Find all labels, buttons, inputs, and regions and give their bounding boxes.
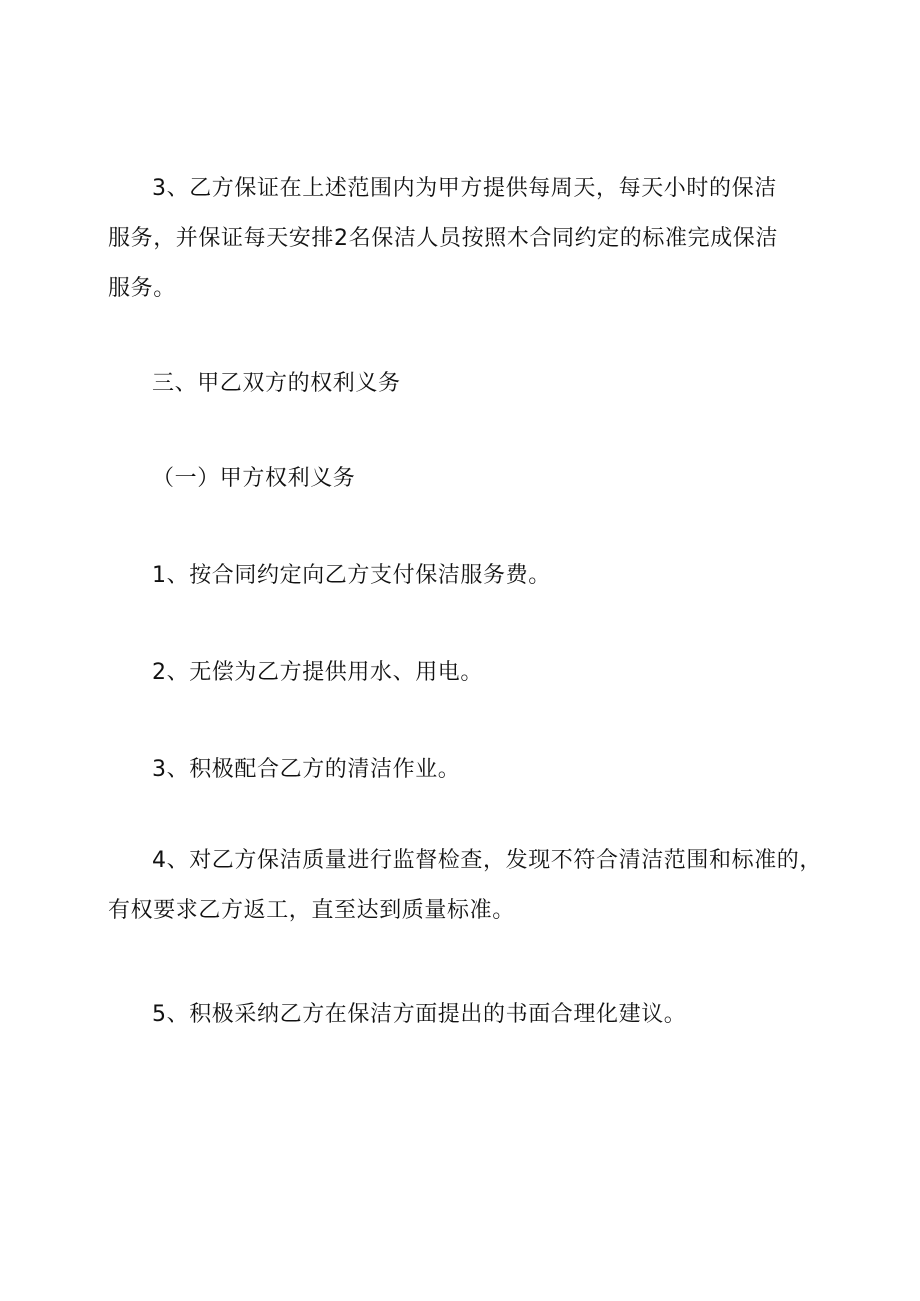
subsection-heading: （一）甲方权利义务 (152, 466, 356, 491)
paragraph-line: 服务，并保证每天安排2名保洁人员按照木合同约定的标准完成保洁 (108, 226, 778, 251)
list-item-supervision (108, 836, 822, 936)
section-heading: 三、甲乙双方的权利义务 (152, 371, 401, 396)
paragraph-line: 4、对乙方保洁质量进行监督检查，发现不符合清洁范围和标准的， (152, 848, 822, 873)
paragraph-line: 有权要求乙方返工，直至达到质量标准。 (108, 898, 515, 923)
paragraph-line: 3、乙方保证在上述范围内为甲方提供每周天，每天小时的保洁 (152, 176, 777, 201)
list-item: 2、无偿为乙方提供用水、用电。 (152, 660, 483, 685)
paragraph-line: 服务。 (108, 276, 176, 301)
list-item: 5、积极采纳乙方在保洁方面提出的书面合理化建议。 (152, 1002, 687, 1027)
list-item: 1、按合同约定向乙方支付保洁服务费。 (152, 563, 551, 588)
list-item: 3、积极配合乙方的清洁作业。 (152, 757, 461, 782)
paragraph-service-hours (108, 164, 808, 314)
